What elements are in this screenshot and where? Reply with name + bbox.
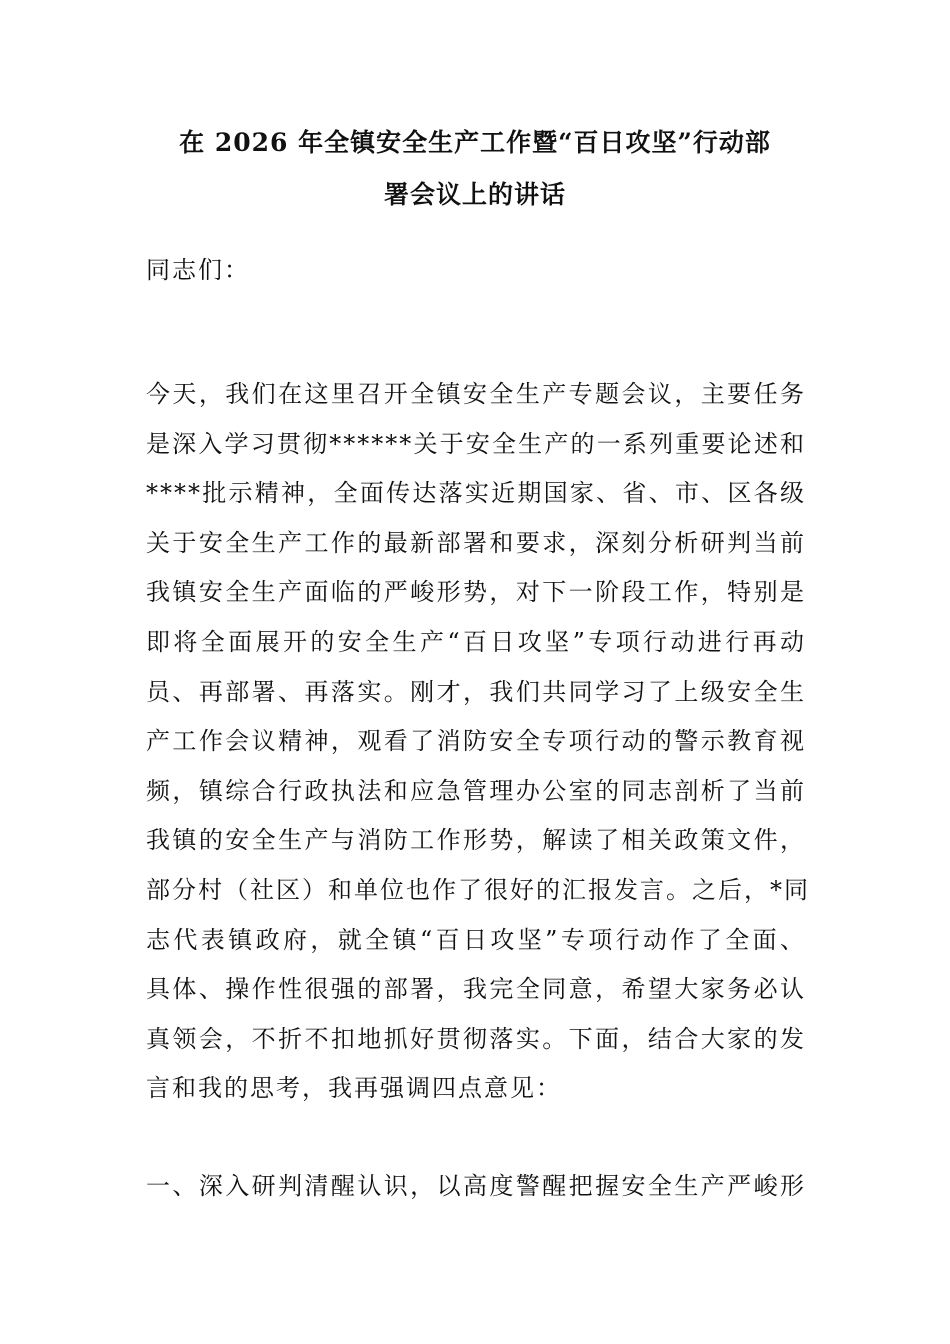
title-line: 署会议上的讲话 xyxy=(383,180,566,209)
paragraph-line: 我镇的安全生产与消防工作形势，解读了相关政策文件， xyxy=(146,826,806,855)
paragraph-line: 即将全面展开的安全生产“百日攻坚”专项行动进行再动 xyxy=(146,627,806,656)
paragraph-line: ****批示精神，全面传达落实近期国家、省、市、区各级 xyxy=(146,479,806,508)
paragraph-line: 部分村（社区）和单位也作了很好的汇报发言。之后，*同 xyxy=(146,875,810,904)
paragraph-line: 言和我的思考，我再强调四点意见： xyxy=(146,1074,562,1103)
paragraph-line: 员、再部署、再落实。刚才，我们共同学习了上级安全生 xyxy=(146,677,806,706)
salutation: 同志们： xyxy=(146,256,250,284)
opening-paragraph xyxy=(146,370,810,1114)
paragraph-line: 频，镇综合行政执法和应急管理办公室的同志剖析了当前 xyxy=(146,776,806,805)
paragraph-line: 产工作会议精神，观看了消防安全专项行动的警示教育视 xyxy=(146,727,806,756)
paragraph-line: 我镇安全生产面临的严峻形势，对下一阶段工作，特别是 xyxy=(146,578,806,607)
paragraph-line: 是深入学习贯彻******关于安全生产的一系列重要论述和 xyxy=(146,429,806,458)
document-title xyxy=(120,117,830,221)
paragraph-line: 关于安全生产工作的最新部署和要求，深刻分析研判当前 xyxy=(146,528,806,557)
paragraph-line: 真领会，不折不扣地抓好贯彻落实。下面，结合大家的发 xyxy=(146,1024,806,1053)
paragraph-line: 今天，我们在这里召开全镇安全生产专题会议，主要任务 xyxy=(146,380,806,408)
paragraph-line: 具体、操作性很强的部署，我完全同意，希望大家务必认 xyxy=(146,975,806,1004)
section-heading-one: 一、深入研判清醒认识，以高度警醒把握安全生产严峻形 xyxy=(146,1172,806,1200)
paragraph-line: 志代表镇政府，就全镇“百日攻坚”专项行动作了全面、 xyxy=(146,925,806,954)
title-line: 在 2026 年全镇安全生产工作暨“百日攻坚”行动部 xyxy=(179,128,771,157)
